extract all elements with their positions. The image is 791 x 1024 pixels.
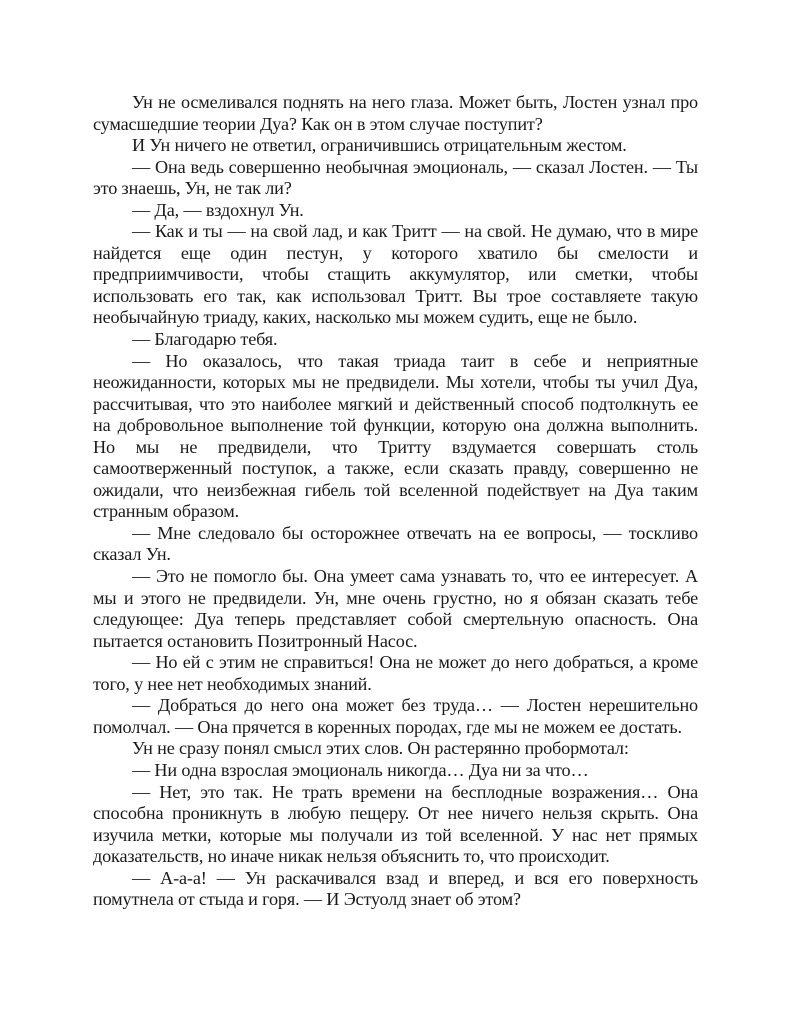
paragraph: — Добраться до него она может без труда… — Лостен нерешительно помолчал. — Она прячется в коренных породах, где мы не можем ее достать. bbox=[93, 695, 698, 737]
paragraph: — Благодарю тебя. bbox=[132, 329, 278, 350]
paragraph: — Она ведь совершенно необычная эмоциональ, — сказал Лостен. — Ты это знаешь, Ун, не так ли? bbox=[93, 156, 698, 199]
paragraph: — Как и ты — на свой лад, и как Тритт — на свой. Не думаю, что в мире найдется еще один пестун, у которого хватило бы смелости и предприимчивости, чтобы стащить аккумулятор, или сметки, чтобы использовать его так, как использовал Тритт. Вы трое составляете такую необычайную триаду, каких, насколько мы можем судить, еще не было. bbox=[93, 221, 698, 328]
paragraph: — А-а-а! — Ун раскачивался взад и вперед, и вся его поверхность помутнела от стыда и горя. — И Эстуолд знает об этом? bbox=[93, 867, 698, 910]
paragraph: — Да, — вздохнул Ун. bbox=[132, 199, 304, 220]
document-page bbox=[93, 92, 698, 911]
paragraph: — Ни одна взрослая эмоциональ никогда… Дуа ни за что… bbox=[132, 759, 589, 780]
paragraph: Ун не сразу понял смысл этих слов. Он растерянно пробормотал: bbox=[132, 738, 629, 759]
paragraph: — Это не помогло бы. Она умеет сама узнавать то, что ее интересует. А мы и этого не предвидели. Ун, мне очень грустно, но я обязан сказать тебе следующее: Дуа теперь представляет собой смертельную опасность. Она пытается остановить Позитронный Насос. bbox=[93, 566, 698, 651]
paragraph: — Но оказалось, что такая триада таит в себе и неприятные неожиданности, которых мы не предвидели. Мы хотели, чтобы ты учил Дуа, рассчитывая, что это наиболее мягкий и действенный способ подтолкнуть ее на добровольное выполнение той функции, которую она должна выполнить. Но мы не предвидели, что Тритту вздумается совершать столь самоотверженный поступок, а также, если сказать правду, совершенно не ожидали, что неизбежная гибель той вселенной подействует на Дуа таким странным образом. bbox=[93, 350, 698, 522]
paragraph: И Ун ничего не ответил, ограничившись отрицательным жестом. bbox=[132, 135, 627, 156]
paragraph: — Но ей с этим не справиться! Она не может до него добраться, а кроме того, у нее нет необходимых знаний. bbox=[93, 652, 698, 694]
paragraph: Ун не осмеливался поднять на него глаза. Может быть, Лостен узнал про сумасшедшие теории Дуа? Как он в этом случае поступит? bbox=[93, 92, 698, 134]
paragraph: — Мне следовало бы осторожнее отвечать на ее вопросы, — тоскливо сказал Ун. bbox=[93, 522, 698, 565]
paragraph: — Нет, это так. Не трать времени на бесплодные возражения… Она способна проникнуть в любую пещеру. От нее ничего нельзя скрыть. Она изучила метки, которые мы получали из той вселенной. У нас нет прямых доказательств, но иначе никак нельзя объяснить то, что происходит. bbox=[93, 781, 698, 867]
